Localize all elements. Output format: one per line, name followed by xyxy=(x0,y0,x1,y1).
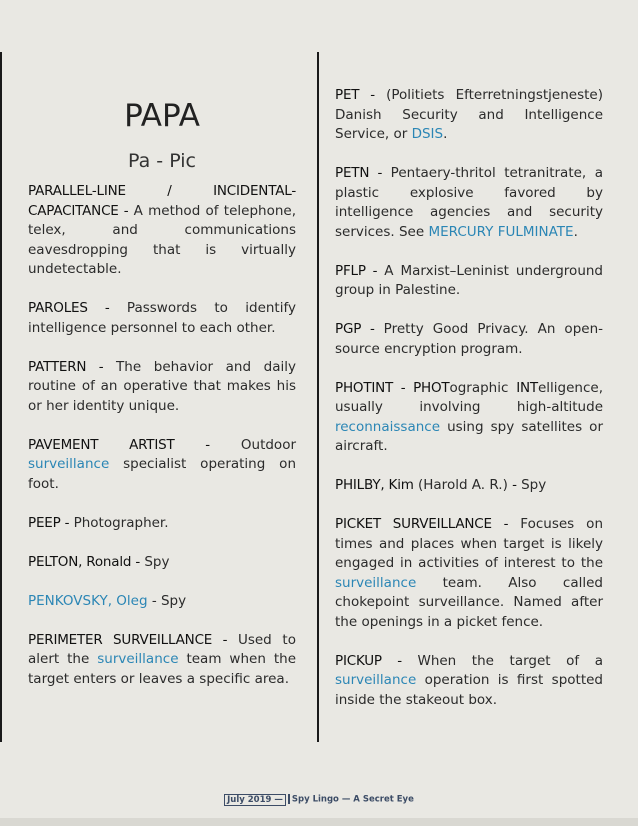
entry-philby: PHILBY, Kim (Harold A. R.) - Spy xyxy=(335,477,547,493)
entry-petn: PETN - Pentaery-thritol tetranitrate, a plastic explosive favored by intelligence agencies and security services. See MERCURY FULMINATE. xyxy=(335,165,603,240)
footer-date: July 2019 — xyxy=(224,794,286,806)
entry-pickup: PICKUP - When the target of a surveillance operation is first spotted inside the stakeout box. xyxy=(335,652,603,708)
entry-photint: PHOTINT - PHOTographic INTelligence, usually involving high-altitude reconnaissance using spy satellites or aircraft. xyxy=(335,379,603,454)
footer-text: Spy Lingo — A Secret Eye xyxy=(291,794,414,805)
entry-pavement-artist: PAVEMENT ARTIST - Outdoor surveillance specialist operating on foot. xyxy=(28,436,296,492)
footer-separator xyxy=(288,794,290,804)
entry-peep: PEEP - Photographer. xyxy=(28,514,169,531)
surveillance-link[interactable]: surveillance xyxy=(335,574,417,591)
page-bottom-edge xyxy=(0,818,638,826)
reconnaissance-link[interactable]: reconnaissance xyxy=(335,418,441,435)
surveillance-link[interactable]: surveillance xyxy=(97,651,179,667)
page-subtitle: Pa - Pic xyxy=(128,150,196,172)
entry-pelton: PELTON, Ronald - Spy xyxy=(28,553,170,570)
mercury-fulminate-link[interactable]: MERCURY FULMINATE xyxy=(428,223,574,240)
left-border-rule xyxy=(0,52,2,742)
entry-perimeter-surveillance: PERIMETER SURVEILLANCE - Used to alert the surveillance team when the target enters or leaves a specific area. xyxy=(28,631,296,687)
dsis-link[interactable]: DSIS xyxy=(411,126,444,142)
entry-pflp: PFLP - A Marxist–Leninist underground group in Palestine. xyxy=(335,262,603,298)
entry-paroles: PAROLES - Passwords to identify intelligence personnel to each other. xyxy=(28,300,296,336)
page-footer xyxy=(0,794,638,805)
surveillance-link[interactable]: surveillance xyxy=(28,456,110,472)
column-divider xyxy=(317,52,319,742)
left-column xyxy=(28,182,296,709)
right-column xyxy=(335,86,603,730)
page-title: PAPA xyxy=(124,98,200,134)
entry-pgp: PGP - Pretty Good Privacy. An open-source encryption program. xyxy=(335,321,603,357)
entry-parallel-line: PARALLEL-LINE / INCIDENTAL-CAPACITANCE - A method of telephone, telex, and communications eavesdropping that is virtually undetectable. xyxy=(28,183,296,277)
entry-pattern: PATTERN - The behavior and daily routine of an operative that makes his or her identity unique. xyxy=(28,358,296,414)
entry-pet: PET - (Politiets Efterretningstjeneste) Danish Security and Intelligence Service, or DSIS. xyxy=(335,87,603,142)
penkovsky-link[interactable]: PENKOVSKY, Oleg xyxy=(28,592,148,609)
entry-penkovsky: PENKOVSKY, Oleg - Spy xyxy=(28,592,187,609)
surveillance-link[interactable]: surveillance xyxy=(335,672,417,688)
entry-picket-surveillance: PICKET SURVEILLANCE - Focuses on times and places when target is likely engaged in activities of interest to the surveillance team. Also called chokepoint surveillance. Named after the openings in a picket fence. xyxy=(335,516,603,630)
